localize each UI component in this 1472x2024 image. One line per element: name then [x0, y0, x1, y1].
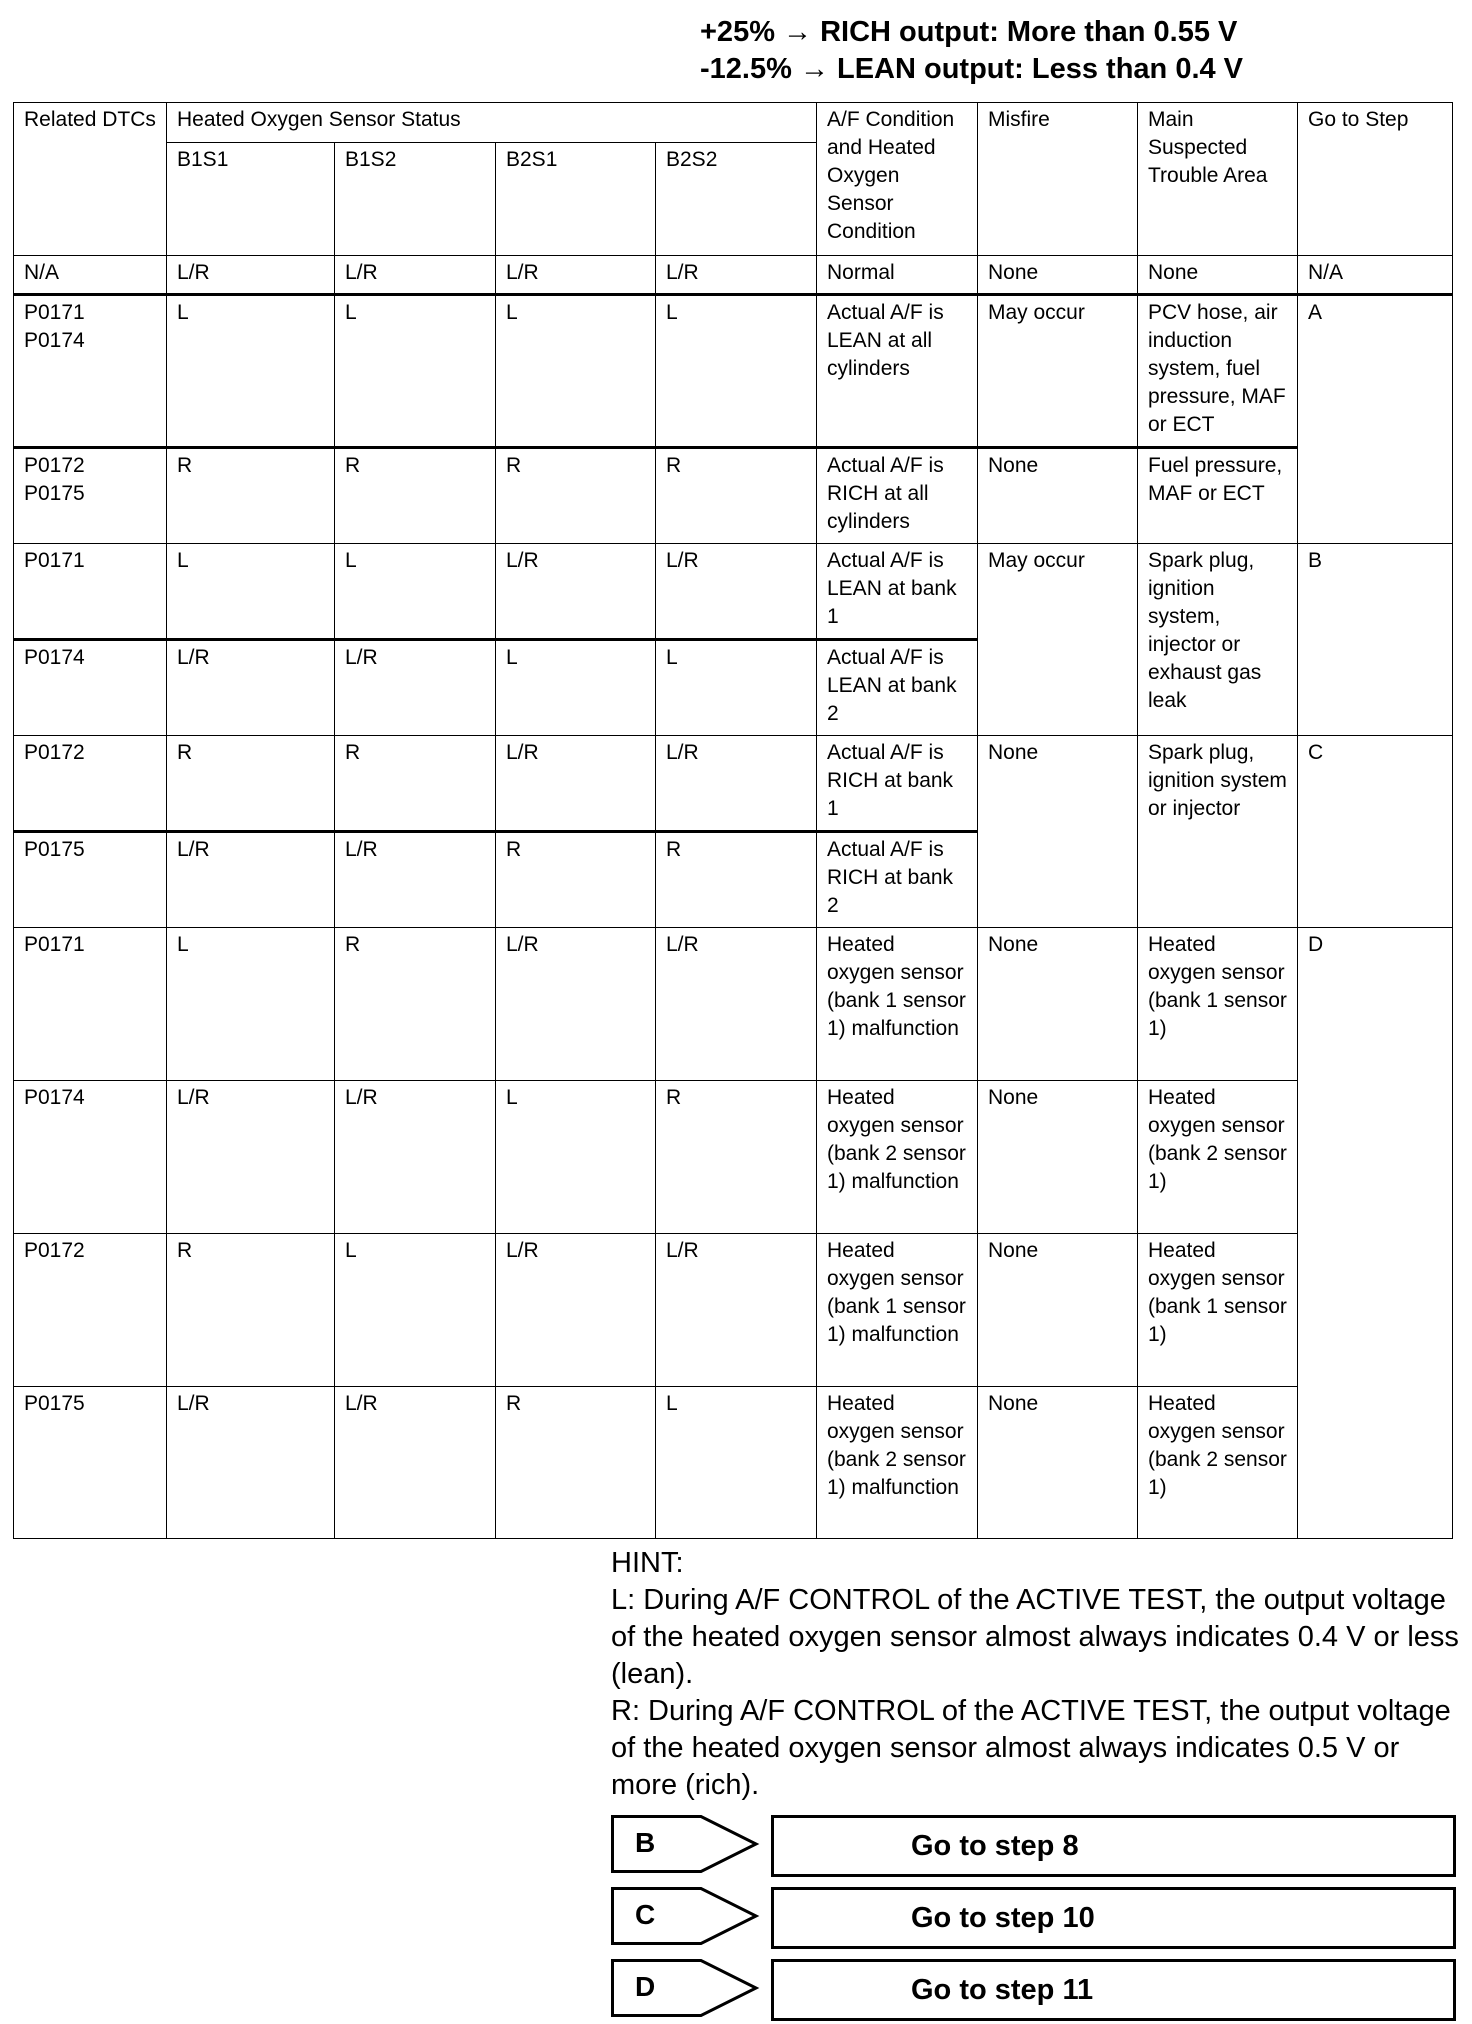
b2s1-cell: L/R	[496, 736, 656, 832]
header-related-dtcs: Related DTCs	[14, 103, 167, 256]
header-trouble-area: Main Suspected Trouble Area	[1138, 103, 1298, 256]
table-row	[14, 1234, 1453, 1387]
b2s1-cell: L/R	[496, 1234, 656, 1387]
af-condition-cell: Normal	[817, 256, 978, 295]
header-go-to-step: Go to Step	[1298, 103, 1453, 256]
b2s2-cell: R	[656, 832, 817, 928]
trouble-area-cell: Spark plug, ignition system, injector or exhaust gas leak	[1138, 544, 1298, 736]
b2s2-cell: L	[656, 1387, 817, 1539]
trouble-area-cell: PCV hose, air induction system, fuel pressure, MAF or ECT	[1138, 295, 1298, 448]
go-to-step-cell: B	[1298, 544, 1453, 736]
b2s2-cell: L/R	[656, 736, 817, 832]
b2s1-cell: L	[496, 1081, 656, 1234]
trouble-area-cell: Heated oxygen sensor (bank 1 sensor 1)	[1138, 1234, 1298, 1387]
misfire-cell: None	[978, 928, 1138, 1081]
af-condition-cell: Actual A/F is RICH at bank 1	[817, 736, 978, 832]
go-to-step-label: Go to step 8	[911, 1830, 1079, 1862]
b1s1-cell: R	[167, 1234, 335, 1387]
af-condition-cell: Heated oxygen sensor (bank 1 sensor 1) malfunction	[817, 928, 978, 1081]
b2s2-cell: L	[656, 295, 817, 448]
go-to-step-box[interactable]	[771, 1887, 1456, 1949]
b2s2-cell: L	[656, 640, 817, 736]
step-tag	[611, 1887, 761, 1947]
af-condition-cell: Actual A/F is RICH at all cylinders	[817, 448, 978, 544]
dtc-cell: N/A	[14, 256, 167, 295]
b1s2-cell: L	[335, 1234, 496, 1387]
b1s1-cell: L	[167, 928, 335, 1081]
go-to-step-box[interactable]	[771, 1959, 1456, 2021]
b1s2-cell: L/R	[335, 832, 496, 928]
b1s2-cell: L/R	[335, 256, 496, 295]
dtc-cell: P0175	[14, 832, 167, 928]
b2s1-cell: L/R	[496, 256, 656, 295]
b1s2-cell: R	[335, 448, 496, 544]
step-tag	[611, 1959, 761, 2019]
tag-arrow-shape	[611, 1959, 761, 2019]
rich-threshold-line: +25% → RICH output: More than 0.55 V	[700, 16, 1238, 48]
b1s1-cell: R	[167, 736, 335, 832]
misfire-cell: None	[978, 736, 1138, 928]
dtc-cell: P0174	[14, 1081, 167, 1234]
step-tag	[611, 1815, 761, 1875]
go-to-step-cell: C	[1298, 736, 1453, 928]
step-row-d	[611, 1959, 1456, 2023]
b2s2-cell: R	[656, 1081, 817, 1234]
af-condition-cell: Heated oxygen sensor (bank 1 sensor 1) malfunction	[817, 1234, 978, 1387]
b1s1-cell: L/R	[167, 640, 335, 736]
header-b1s1: B1S1	[167, 143, 335, 256]
b2s2-cell: L/R	[656, 544, 817, 640]
go-to-step-box[interactable]	[771, 1815, 1456, 1877]
header-sensor-status: Heated Oxygen Sensor Status	[167, 103, 817, 143]
b2s2-cell: R	[656, 448, 817, 544]
header-b2s1: B2S1	[496, 143, 656, 256]
misfire-cell: None	[978, 1081, 1138, 1234]
dtc-cell: P0172	[14, 736, 167, 832]
trouble-area-cell: None	[1138, 256, 1298, 295]
tag-arrow-shape	[611, 1887, 761, 1947]
dtc-cell: P0171	[14, 544, 167, 640]
trouble-area-cell: Heated oxygen sensor (bank 1 sensor 1)	[1138, 928, 1298, 1081]
misfire-cell: None	[978, 1387, 1138, 1539]
af-condition-cell: Actual A/F is LEAN at bank 2	[817, 640, 978, 736]
b2s2-cell: L/R	[656, 1234, 817, 1387]
misfire-cell: None	[978, 448, 1138, 544]
table-row	[14, 448, 1453, 544]
go-to-step-cell: A	[1298, 295, 1453, 544]
b2s1-cell: R	[496, 832, 656, 928]
dtc-cell: P0172	[14, 1234, 167, 1387]
table-row	[14, 1081, 1453, 1234]
af-condition-cell: Actual A/F is LEAN at bank 1	[817, 544, 978, 640]
b2s2-cell: L/R	[656, 928, 817, 1081]
dtc-cell: P0174	[14, 640, 167, 736]
lean-threshold-line: -12.5% → LEAN output: Less than 0.4 V	[700, 53, 1244, 85]
table-row	[14, 928, 1453, 1081]
table-row	[14, 256, 1453, 295]
trouble-area-cell: Spark plug, ignition system or injector	[1138, 736, 1298, 928]
misfire-cell: May occur	[978, 544, 1138, 736]
af-condition-cell: Actual A/F is RICH at bank 2	[817, 832, 978, 928]
b1s2-cell: L/R	[335, 1387, 496, 1539]
hint-section	[611, 1545, 1461, 1804]
b1s2-cell: L	[335, 295, 496, 448]
b1s1-cell: L	[167, 544, 335, 640]
b2s1-cell: L/R	[496, 928, 656, 1081]
misfire-cell: None	[978, 256, 1138, 295]
b1s1-cell: L/R	[167, 832, 335, 928]
step-tag-letter: C	[635, 1899, 656, 1930]
step-row-c	[611, 1887, 1456, 1951]
header-b1s2: B1S2	[335, 143, 496, 256]
go-to-step-cell: N/A	[1298, 256, 1453, 295]
output-thresholds	[700, 14, 1243, 88]
af-condition-cell: Actual A/F is LEAN at all cylinders	[817, 295, 978, 448]
af-condition-cell: Heated oxygen sensor (bank 2 sensor 1) malfunction	[817, 1081, 978, 1234]
b1s1-cell: L/R	[167, 1081, 335, 1234]
b2s1-cell: L	[496, 295, 656, 448]
hint-title: HINT:	[611, 1547, 684, 1579]
b1s2-cell: L	[335, 544, 496, 640]
step-row-b	[611, 1815, 1456, 1879]
b2s1-cell: L/R	[496, 544, 656, 640]
step-tag-letter: D	[635, 1971, 656, 2002]
b2s2-cell: L/R	[656, 256, 817, 295]
b1s2-cell: L/R	[335, 640, 496, 736]
step-tag-letter: B	[635, 1827, 656, 1858]
b1s2-cell: L/R	[335, 1081, 496, 1234]
table-row	[14, 295, 1453, 448]
header-b2s2: B2S2	[656, 143, 817, 256]
table-row	[14, 544, 1453, 640]
dtc-cell: P0175	[14, 1387, 167, 1539]
hint-rich-text: R: During A/F CONTROL of the ACTIVE TEST, the output voltage of the heated oxygen sensor almost always indicates 0.5 V or more (rich).	[611, 1695, 1451, 1801]
hint-lean-text: L: During A/F CONTROL of the ACTIVE TEST, the output voltage of the heated oxygen sensor almost always indicates 0.4 V or less (lean).	[611, 1584, 1459, 1690]
trouble-area-cell: Heated oxygen sensor (bank 2 sensor 1)	[1138, 1387, 1298, 1539]
header-misfire: Misfire	[978, 103, 1138, 256]
go-to-step-label: Go to step 11	[911, 1974, 1094, 2006]
b2s1-cell: R	[496, 1387, 656, 1539]
b1s2-cell: R	[335, 736, 496, 832]
dtc-cell: P0171 P0174	[14, 295, 167, 448]
diagnosis-table	[13, 102, 1453, 1539]
b2s1-cell: R	[496, 448, 656, 544]
dtc-cell: P0172 P0175	[14, 448, 167, 544]
table-row	[14, 1387, 1453, 1539]
dtc-cell: P0171	[14, 928, 167, 1081]
trouble-area-cell: Fuel pressure, MAF or ECT	[1138, 448, 1298, 544]
trouble-area-cell: Heated oxygen sensor (bank 2 sensor 1)	[1138, 1081, 1298, 1234]
misfire-cell: May occur	[978, 295, 1138, 448]
go-to-step-label: Go to step 10	[911, 1902, 1095, 1934]
b1s1-cell: L/R	[167, 1387, 335, 1539]
b1s1-cell: L	[167, 295, 335, 448]
tag-arrow-shape	[611, 1815, 761, 1875]
af-condition-cell: Heated oxygen sensor (bank 2 sensor 1) malfunction	[817, 1387, 978, 1539]
misfire-cell: None	[978, 1234, 1138, 1387]
b1s1-cell: L/R	[167, 256, 335, 295]
go-to-step-cell: D	[1298, 928, 1453, 1539]
b2s1-cell: L	[496, 640, 656, 736]
table-row	[14, 736, 1453, 832]
header-af-condition: A/F Condition and Heated Oxygen Sensor Condition	[817, 103, 978, 256]
b1s2-cell: R	[335, 928, 496, 1081]
b1s1-cell: R	[167, 448, 335, 544]
